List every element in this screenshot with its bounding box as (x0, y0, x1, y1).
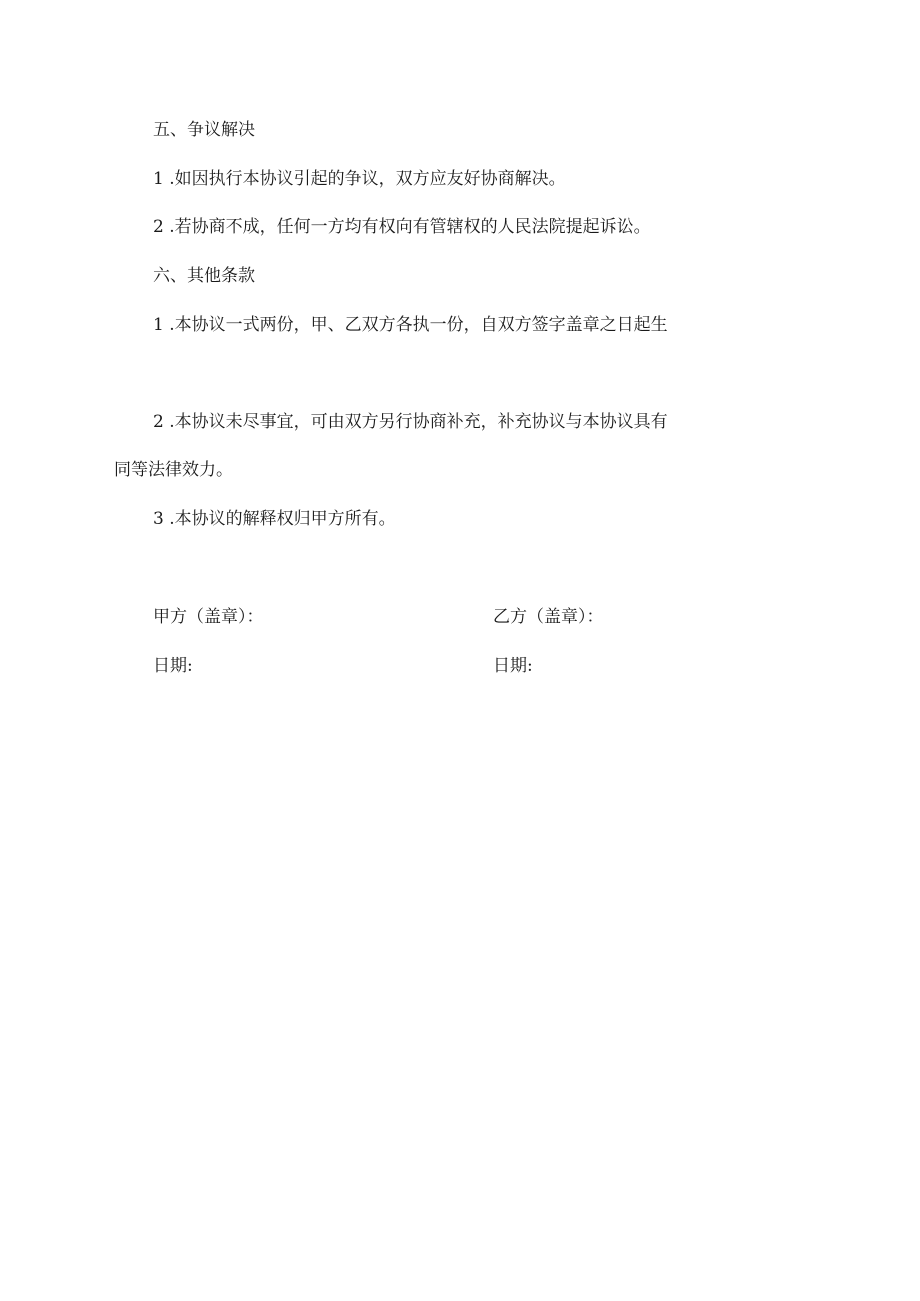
party-b-date-label: 日期: (493, 656, 533, 676)
party-b-seal-label: 乙方（盖章）： (493, 607, 604, 627)
section-5-item-2: 2 .若协商不成，任何一方均有权向有管辖权的人民法院提起诉讼。 (153, 217, 651, 237)
section-5-heading: 五、争议解决 (153, 120, 255, 140)
section-6-item-3: 3 .本协议的解释权归甲方所有。 (153, 509, 396, 529)
party-a-date-label: 日期: (153, 656, 193, 676)
section-6-item-1: 1 .本协议一式两份，甲、乙双方各执一份，自双方签字盖章之日起生 (153, 315, 668, 335)
party-a-seal-label: 甲方（盖章）： (153, 607, 264, 627)
section-6-item-2-continuation: 同等法律效力。 (114, 460, 233, 480)
section-6-heading: 六、其他条款 (153, 266, 255, 286)
section-5-item-1: 1 .如因执行本协议引起的争议，双方应友好协商解决。 (153, 169, 566, 189)
section-6-item-2: 2 .本协议未尽事宜，可由双方另行协商补充，补充协议与本协议具有 (153, 412, 668, 432)
